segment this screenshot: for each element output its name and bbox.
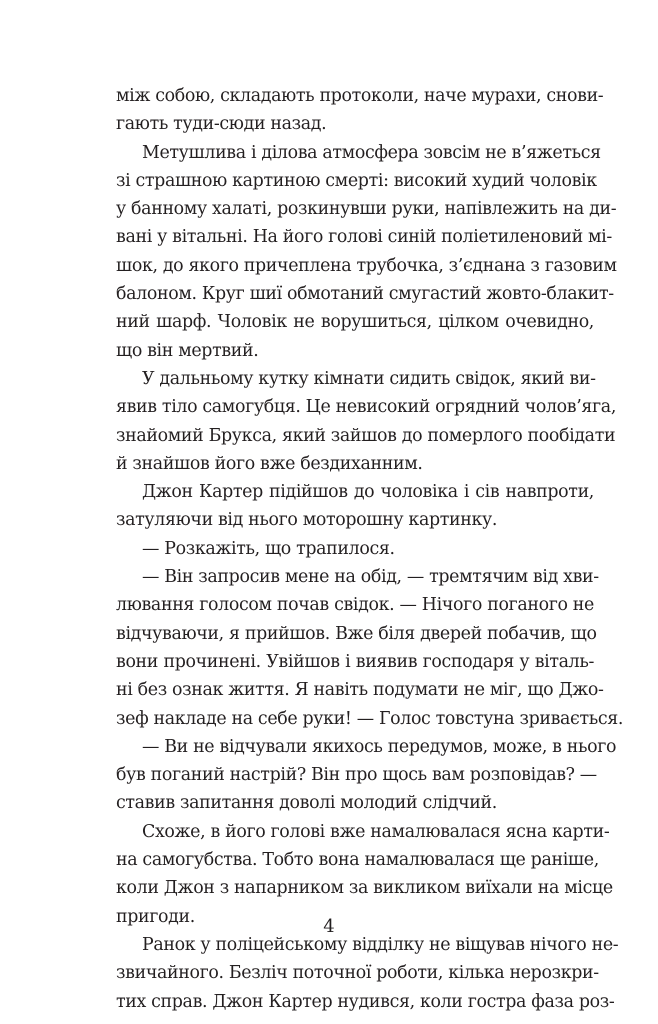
text-line: — Він запросив мене на обід, — тремтячим від хви- (142, 567, 599, 588)
text-line: був поганий настрій? Він про щось вам розповідав? — (116, 765, 597, 786)
text-line: й знайшов його вже бездиханним. (116, 453, 423, 474)
text-line: що він мертвий. (116, 340, 259, 361)
text-line: явив тіло самогубця. Це невисокий огрядний чолов’яга, (116, 397, 616, 418)
text-line: між собою, складають протоколи, наче мурахи, снови- (116, 86, 604, 106)
text-line: затуляючи від нього моторошну картинку. (116, 510, 498, 531)
text-line: Метушлива і ділова атмосфера зовсім не в’яжеться (142, 142, 601, 163)
text-line: звичайного. Безліч поточної роботи, кілька нерозкри- (116, 963, 599, 984)
text-line: — Розкажіть, що трапилося. (142, 538, 395, 559)
text-line: гають туди-сюди назад. (116, 114, 327, 135)
body-text (116, 82, 624, 1016)
text-line: балоном. Круг шиї обмотаний смугастий жовто-блакит- (116, 284, 614, 305)
text-line: шок, до якого причеплена трубочка, з’єднана з газовим (116, 255, 617, 276)
text-line: ставив запитання доволі молодий слідчий. (116, 793, 497, 814)
page-number: 4 (323, 916, 335, 937)
text-line: коли Джон з напарником за викликом виїхали на місце (116, 878, 613, 899)
text-line: відчуваючи, я прийшов. Вже біля дверей побачив, що (116, 623, 597, 644)
text-line: зі страшною картиною смерті: високий худий чоловік (116, 170, 597, 191)
text-line: зеф накладе на себе руки! — Голос товстуна зривається. (116, 708, 624, 729)
text-line: Ранок у поліцейському відділку не віщував нічого не- (142, 934, 619, 955)
text-line: ний шарф. Чоловік не ворушиться, цілком очевидно, (116, 312, 594, 333)
text-line: лювання голосом почав свідок. — Нічого поганого не (116, 595, 594, 616)
text-line: на самогубства. Тобто вона намалювалася ще раніше, (116, 850, 599, 871)
text-line: знайомий Брукса, який зайшов до померлого пообідати (116, 425, 616, 446)
text-line: У дальньому кутку кімнати сидить свідок, який ви- (142, 368, 596, 389)
text-line: пригоди. (116, 906, 195, 927)
text-line: вані у вітальні. На його голові синій поліетиленовий мі- (116, 227, 612, 248)
text-line: Джон Картер підійшов до чоловіка і сів навпроти, (142, 482, 594, 503)
text-line: ні без ознак життя. Я навіть подумати не міг, що Джо- (116, 680, 604, 701)
text-line: тих справ. Джон Картер нудився, коли гостра фаза роз- (116, 991, 615, 1012)
text-line: у банному халаті, розкинувши руки, напівлежить на ди- (116, 199, 617, 220)
text-line: — Ви не відчували якихось передумов, може, в нього (142, 736, 617, 757)
text-line: вони прочинені. Увійшов і виявив господаря у віталь- (116, 651, 594, 672)
text-line: Схоже, в його голові вже намалювалася ясна карти- (142, 821, 610, 842)
